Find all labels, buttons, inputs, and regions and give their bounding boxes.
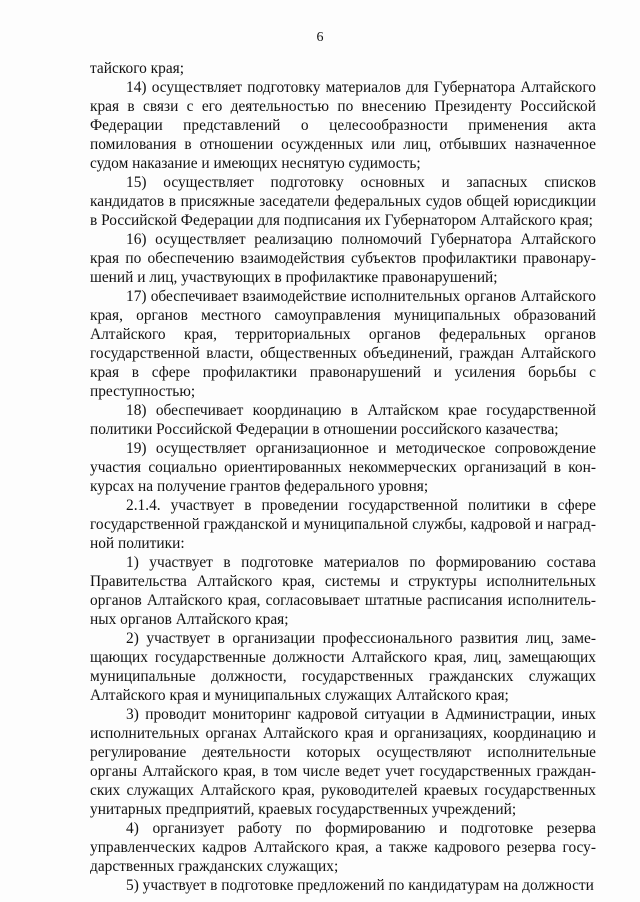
page-number: 6 [316,30,324,45]
document-body [90,59,596,895]
paragraph-item-17: 17) обеспечивает взаимодействие исполнительных органов Алтайского края, органов местного самоуправления муниципальных образований Алтайского края, территориальных органов федеральных органов государственной власти, общественных объединений, граждан Алтайского края в сфере профилактики правонарушений и усиления борьбы с преступностью; [90,288,596,400]
paragraph-section-2-1-4: 2.1.4. участвует в проведении государственной политики в сфере государственной гражданской и муниципальной службы, кадровой и наградной политики: [90,497,596,552]
paragraph-item-16: 16) осуществляет реализацию полномочий Губернатора Алтайского края по обеспечению взаимодействия субъектов профилактики правонарушений и лиц, участвующих в профилактике правонарушений; [90,231,596,286]
paragraph-subitem-5: 5) участвует в подготовке предложений по кандидатурам на должности [126,877,594,894]
paragraph-continuation: тайского края; [90,60,185,77]
paragraph-item-15: 15) осуществляет подготовку основных и запасных списков кандидатов в присяжные заседатели федеральных судов общей юрисдикции в Российской Федерации для подписания их Губернатором Алтайского края; [90,174,596,229]
paragraph-item-19: 19) осуществляет организационное и методическое сопровождение участия социально ориентированных некоммерческих организаций в конкурсах на получение грантов федерального уровня; [90,440,596,495]
paragraph-subitem-2: 2) участвует в организации профессионального развития лиц, замещающих государственные должности Алтайского края, лиц, замещающих муниципальные должности, государственных гражданских служащих Алтайского края и муниципальных служащих Алтайского края; [90,630,596,704]
paragraph-item-18: 18) обеспечивает координацию в Алтайском крае государственной политики Российской Федерации в отношении российского казачества; [90,402,596,438]
paragraph-item-14: 14) осуществляет подготовку материалов для Губернатора Алтайского края в связи с его деятельностью по внесению Президенту Российской Федерации представлений о целесообразности применения акта помилования в отношении осужденных или лиц, отбывших назначенное судом наказание и имеющих неснятую судимость; [90,79,596,172]
paragraph-subitem-4: 4) организует работу по формированию и подготовке резерва управленческих кадров Алтайского края, а также кадрового резерва государственных гражданских служащих; [90,820,596,875]
paragraph-subitem-1: 1) участвует в подготовке материалов по формированию состава Правительства Алтайского края, системы и структуры исполнительных органов Алтайского края, согласовывает штатные расписания исполнительных органов Алтайского края; [90,554,596,628]
paragraph-subitem-3: 3) проводит мониторинг кадровой ситуации в Администрации, иных исполнительных органах Алтайского края и организациях, координацию и регулирование деятельности которых осуществляют исполнительные органы Алтайского края, в том числе ведет учет государственных гражданских служащих Алтайского края, руководителей краевых государственных унитарных предприятий, краевых государственных учреждений; [90,706,596,818]
